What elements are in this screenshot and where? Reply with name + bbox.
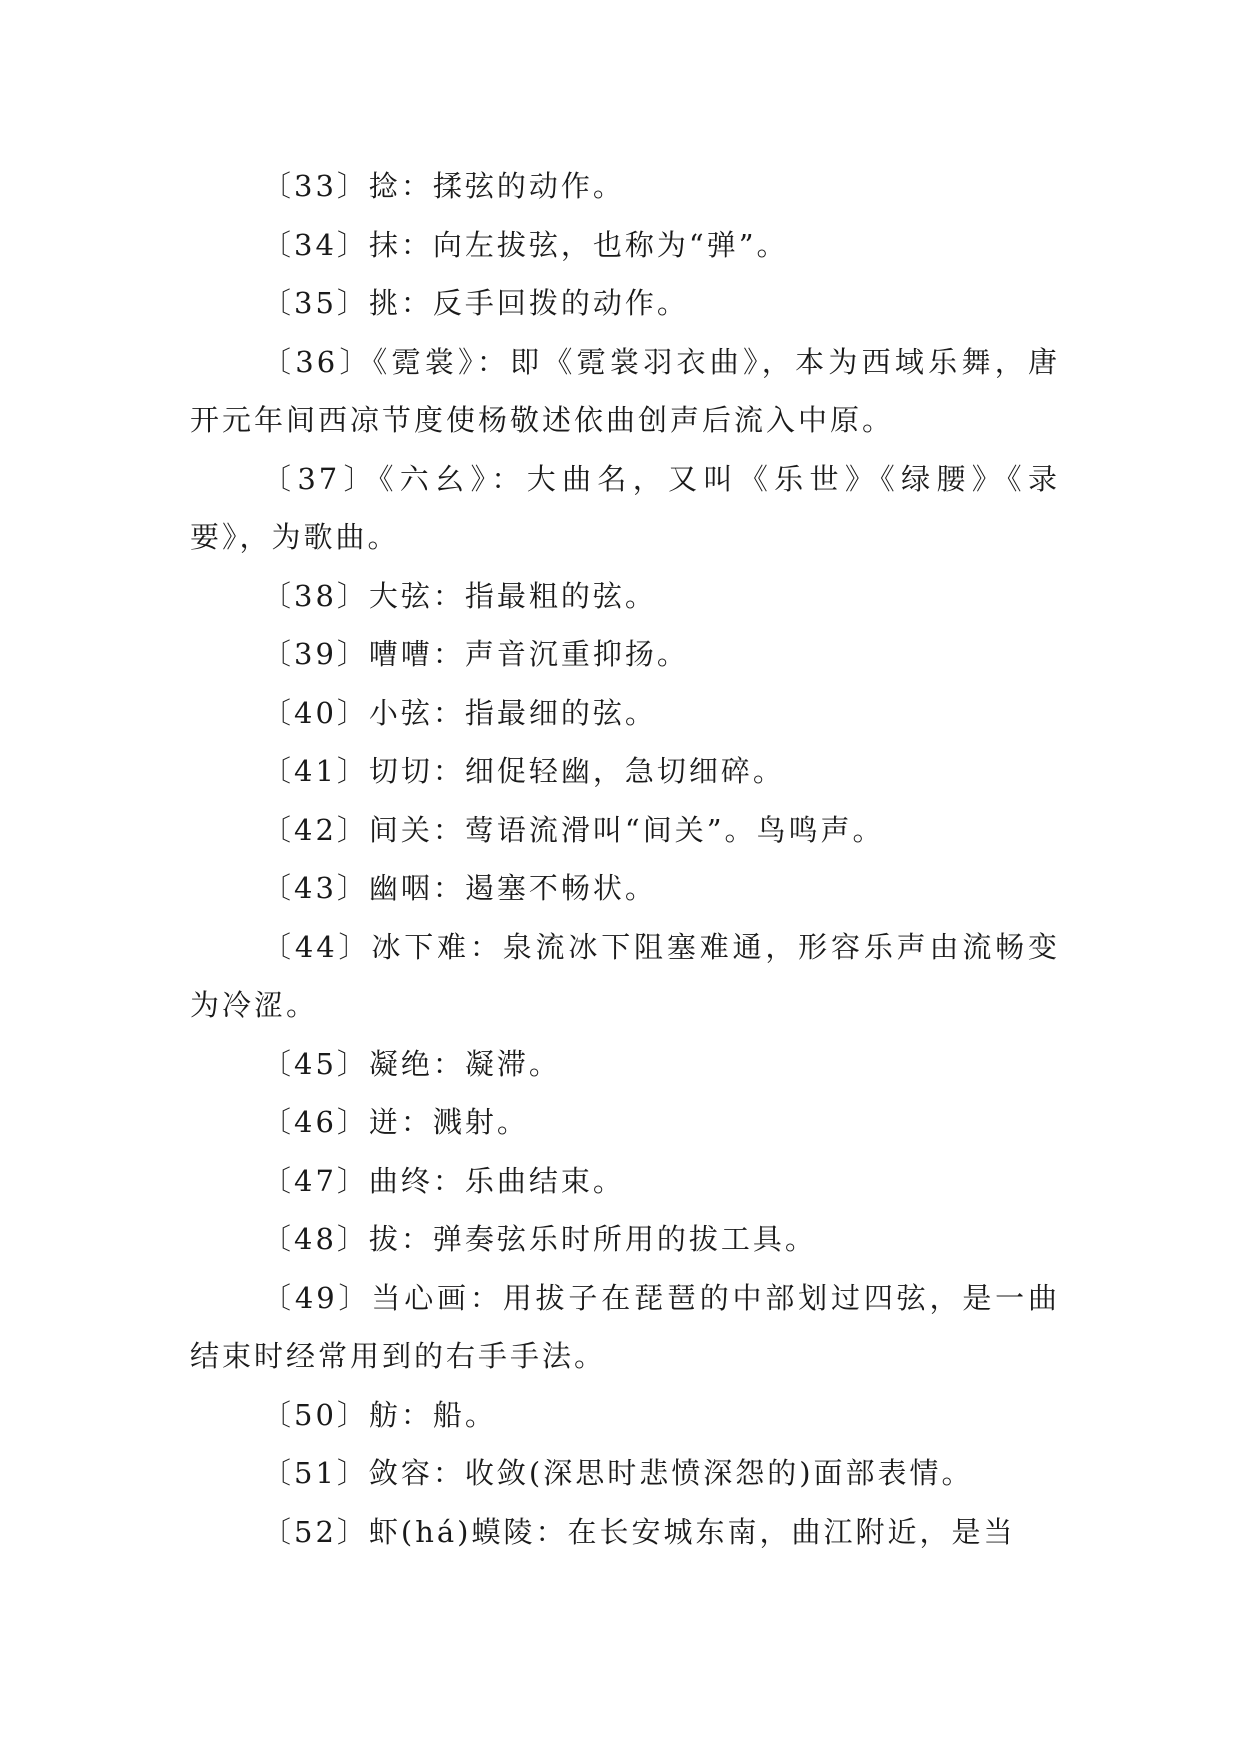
note-39: 〔39〕嘈嘈：声音沉重抑扬。 [262, 637, 689, 671]
note-45: 〔45〕凝绝：凝滞。 [262, 1046, 561, 1081]
note-52: 〔52〕虾(há)蟆陵：在长安城东南，曲江附近，是当 [262, 1514, 1016, 1549]
note-37: 〔37〕《六幺》：大曲名，又叫《乐世》《绿腰》《录要》，为歌曲。 [190, 461, 1060, 554]
note-35: 〔35〕挑：反手回拨的动作。 [262, 286, 689, 320]
note-47: 〔47〕曲终：乐曲结束。 [262, 1163, 625, 1198]
note-38: 〔38〕大弦：指最粗的弦。 [262, 578, 657, 613]
note-48: 〔48〕拔：弹奏弦乐时所用的拔工具。 [262, 1222, 817, 1256]
note-49: 〔49〕当心画：用拔子在琵琶的中部划过四弦，是一曲结束时经常用到的右手手法。 [190, 1280, 1060, 1373]
note-44: 〔44〕冰下难：泉流冰下阻塞难通，形容乐声由流畅变为冷涩。 [190, 929, 1060, 1022]
note-50: 〔50〕舫：船。 [262, 1397, 497, 1432]
note-40: 〔40〕小弦：指最细的弦。 [262, 695, 657, 730]
annotation-list [190, 157, 1060, 1561]
note-41: 〔41〕切切：细促轻幽，急切细碎。 [262, 754, 785, 788]
note-33: 〔33〕捻：揉弦的动作。 [262, 169, 625, 203]
note-42: 〔42〕间关：莺语流滑叫“间关”。鸟鸣声。 [262, 812, 885, 847]
note-46: 〔46〕迸：溅射。 [262, 1105, 529, 1139]
note-36: 〔36〕《霓裳》：即《霓裳羽衣曲》，本为西域乐舞，唐开元年间西凉节度使杨敬述依曲创声后流入中原。 [190, 344, 1060, 437]
note-34: 〔34〕抹：向左拔弦，也称为“弹”。 [262, 227, 789, 262]
note-43: 〔43〕幽咽：遏塞不畅状。 [262, 871, 657, 905]
note-51: 〔51〕敛容：收敛(深思时悲愤深怨的)面部表情。 [262, 1456, 974, 1490]
